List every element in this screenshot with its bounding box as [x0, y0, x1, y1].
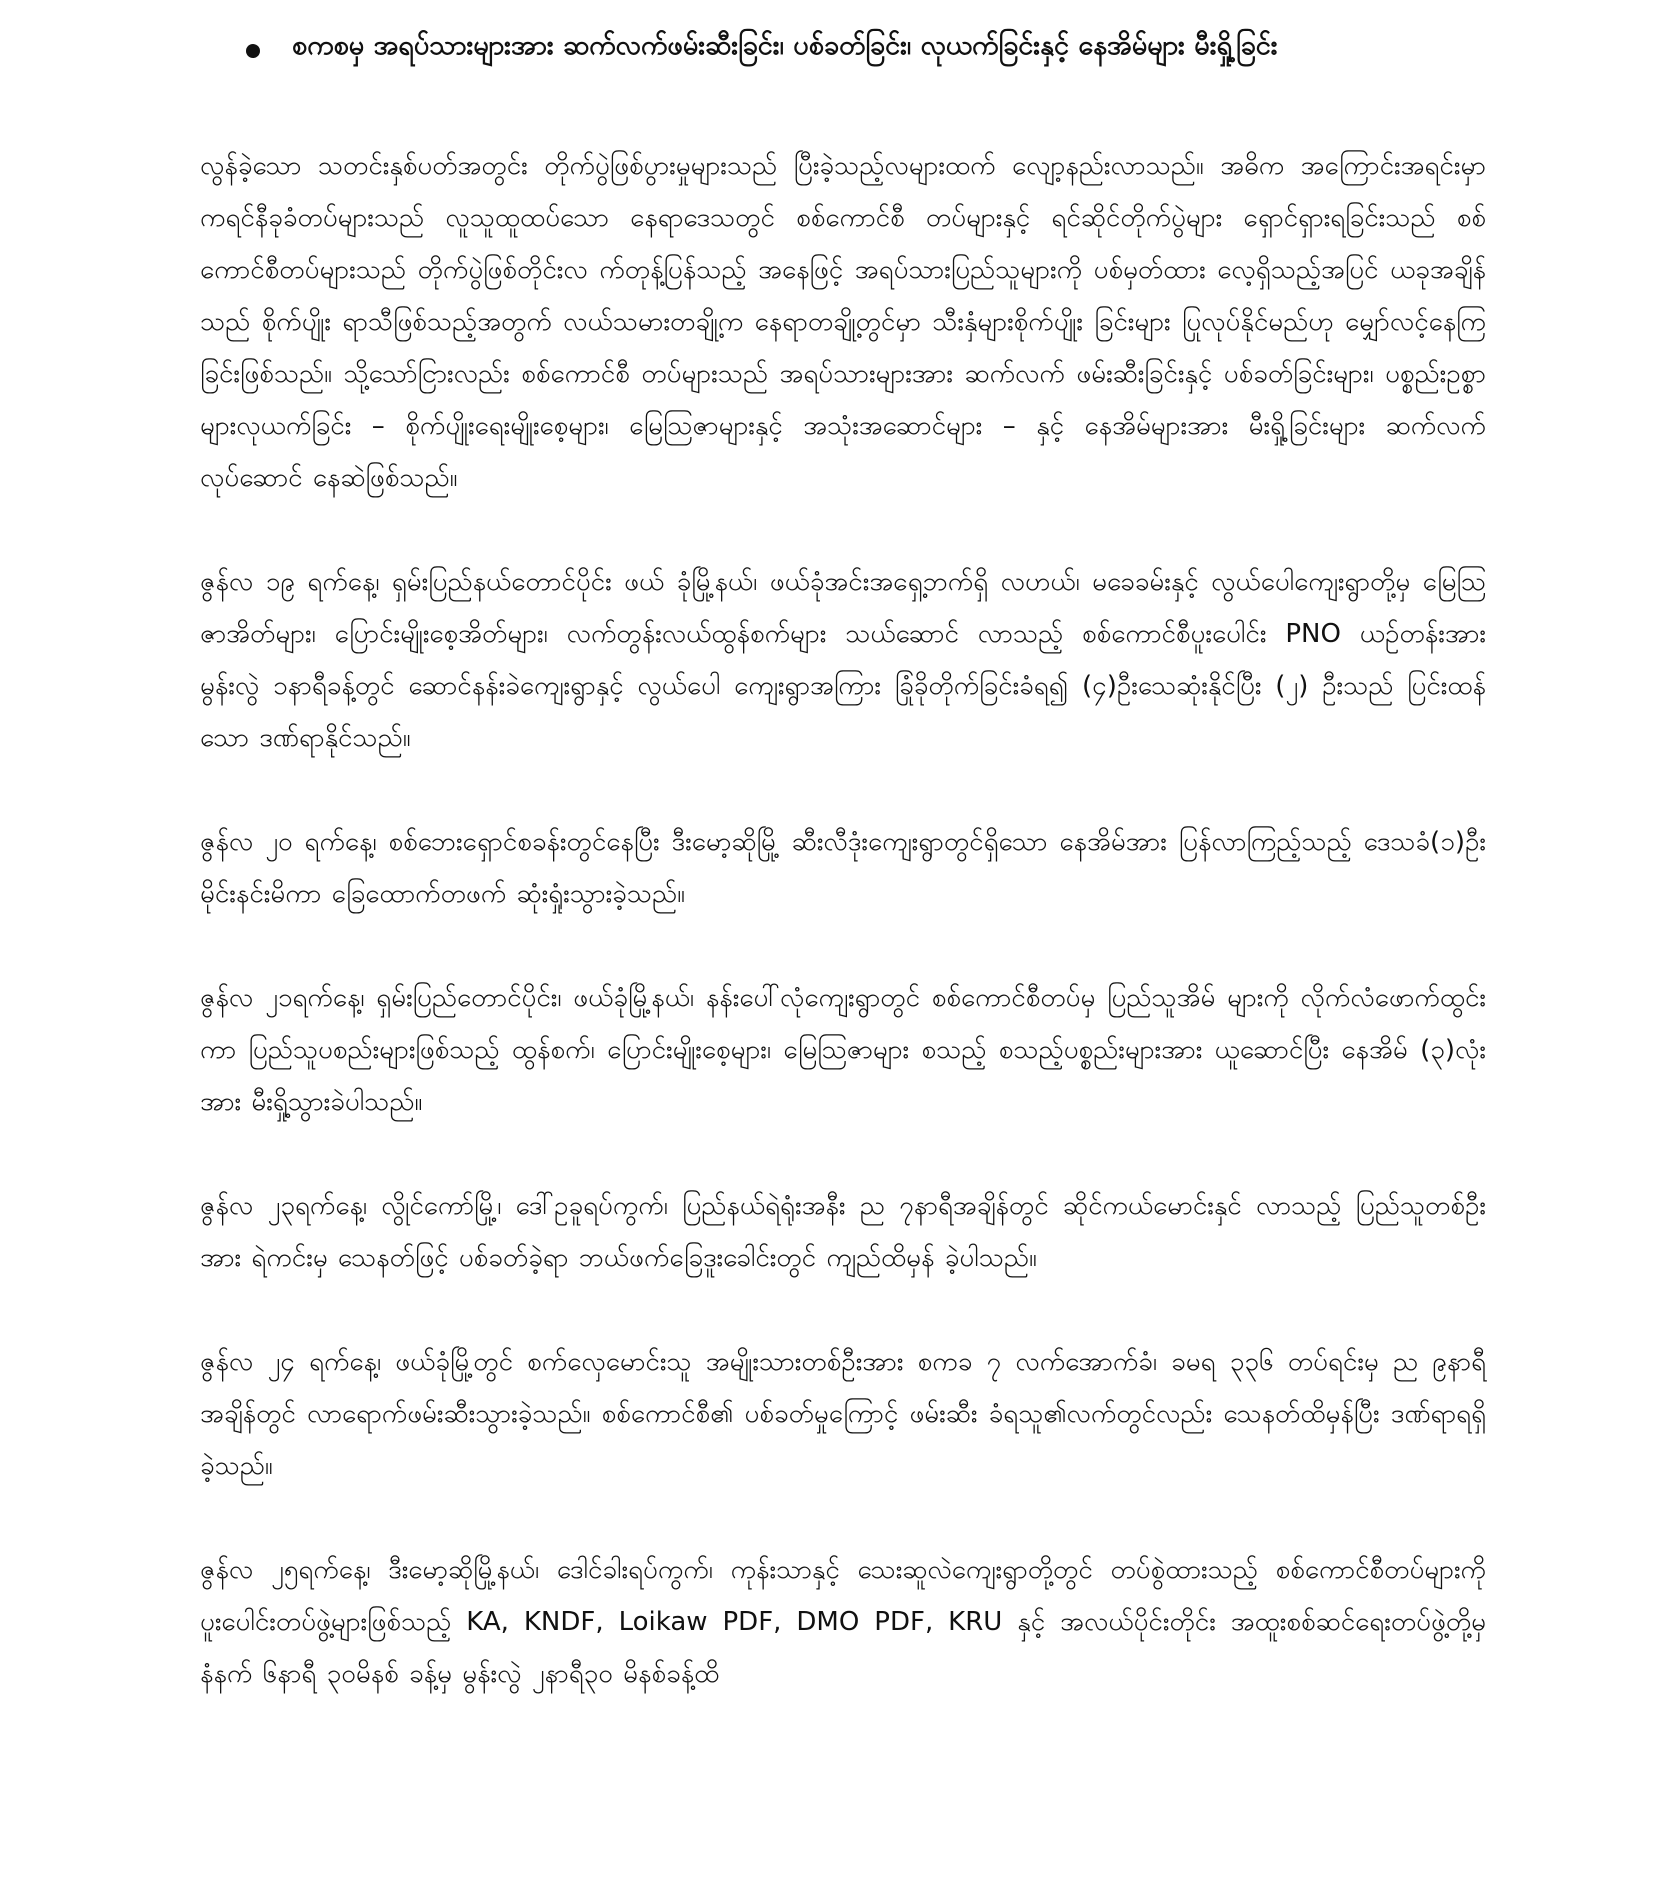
- paragraph-june-20: ဇွန်လ ၂၀ ရက်နေ့၊ စစ်ဘေးရှောင်စခန်းတွင်နေပြီး ဒီးမော့ဆိုမြို့ ဆီးလီဒုံးကျေးရွာတွင်ရှိသော နေအိမ်အား ပြန်လာကြည့်သည့် ဒေသခံ(၁)ဦး မိုင်းနင်းမိကာ ခြေထောက်တဖက် ဆုံးရှုံးသွားခဲ့သည်။: [200, 827, 1486, 909]
- bullet-dot-icon: [246, 44, 260, 58]
- section-heading-text: စကစမှ အရပ်သားများအား ဆက်လက်ဖမ်းဆီးခြင်း၊ ပစ်ခတ်ခြင်း၊ လုယက်ခြင်းနှင့် နေအိမ်များ မီးရှို့ခြင်း: [292, 30, 1278, 61]
- paragraph-june-24: ဇွန်လ ၂၄ ရက်နေ့၊ ဖယ်ခုံမြို့တွင် စက်လှေမောင်းသူ အမျိုးသားတစ်ဦးအား စကခ ၇ လက်အောက်ခံ၊ ခမရ ၃၃၆ တပ်ရင်းမှ ည ၉နာရီအချိန်တွင် လာရောက်ဖမ်းဆီးသွားခဲ့သည်။ စစ်ကောင်စီ၏ ပစ်ခတ်မှုကြောင့် ဖမ်းဆီး ခံရသူ၏လက်တွင်လည်း သေနတ်ထိမှန်ပြီး ဒဏ်ရာရရှိခဲ့သည်။: [200, 1347, 1486, 1481]
- paragraph-june-23: ဇွန်လ ၂၃ရက်နေ့၊ လွိုင်ကော်မြို့၊ ဒေါ်ဥခူရပ်ကွက်၊ ပြည်နယ်ရဲရုံးအနီး ည ၇နာရီအချိန်တွင် ဆိုင်ကယ်မောင်းနှင် လာသည့် ပြည်သူတစ်ဦးအား ရဲကင်းမှ သေနတ်ဖြင့် ပစ်ခတ်ခဲ့ရာ ဘယ်ဖက်ခြေဒူးခေါင်းတွင် ကျည်ထိမှန် ခဲ့ပါသည်။: [200, 1191, 1486, 1273]
- section-heading: [246, 22, 1486, 70]
- paragraph-june-21: ဇွန်လ ၂၁ရက်နေ့၊ ရှမ်းပြည်တောင်ပိုင်း၊ ဖယ်ခုံမြို့နယ်၊ နန်းပေါ်လုံကျေးရွာတွင် စစ်ကောင်စီတပ်မှ ပြည်သူအိမ် များကို လိုက်လံဖောက်ထွင်းကာ ပြည်သူပစည်းများဖြစ်သည့် ထွန်စက်၊ ပြောင်းမျိုးစေ့များ၊ မြေသြဇာများ စသည့် စသည့်ပစ္စည်းများအား ယူဆောင်ပြီး နေအိမ် (၃)လုံးအား မီးရှို့သွားခဲပါသည်။: [200, 983, 1486, 1117]
- paragraph-june-19: ဇွန်လ ၁၉ ရက်နေ့၊ ရှမ်းပြည်နယ်တောင်ပိုင်း ဖယ် ခုံမြို့နယ်၊ ဖယ်ခုံအင်းအရှေ့ဘက်ရှိ လဟယ်၊ မခေခမ်းနှင့် လွယ်ပေါကျေးရွာတို့မှ မြေသြဇာအိတ်များ၊ ပြောင်းမျိုးစေ့အိတ်များ၊ လက်တွန်းလယ်ထွန်စက်များ သယ်ဆောင် လာသည့် စစ်ကောင်စီပူးပေါင်း PNO ယဉ်တန်းအား မွန်းလွဲ ၁နာရီခန့်တွင် ဆောင်နန်းခဲကျေးရွာနှင့် လွယ်ပေါ ကျေးရွာအကြား ခြုံခိုတိုက်ခြင်းခံရ၍ (၄)ဦးသေဆုံးနိုင်ပြီး (၂) ဦးသည် ပြင်းထန်သော ဒဏ်ရာနိုင်သည်။: [200, 567, 1486, 753]
- paragraph-intro: လွန်ခဲ့သော သတင်းနှစ်ပတ်အတွင်း တိုက်ပွဲဖြစ်ပွားမှုများသည် ပြီးခဲ့သည့်လများထက် လျော့နည်းလာသည်။ အဓိက အကြောင်းအရင်းမှာ ကရင်နီခုခံတပ်များသည် လူသူထူထပ်သော နေရာဒေသတွင် စစ်ကောင်စီ တပ်များနှင့် ရင်ဆိုင်တိုက်ပွဲများ ရှောင်ရှားရခြင်းသည် စစ်ကောင်စီတပ်များသည် တိုက်ပွဲဖြစ်တိုင်းလ က်တုန့်ပြန်သည့် အနေဖြင့် အရပ်သားပြည်သူများကို ပစ်မှတ်ထား လေ့ရှိသည့်အပြင် ယခုအချိန်သည် စိုက်ပျိုး ရာသီဖြစ်သည့်အတွက် လယ်သမားတချို့က နေရာတချို့တွင်မှာ သီးနှံများစိုက်ပျိုး ခြင်းများ ပြုလုပ်နိုင်မည်ဟု မျှော်လင့်နေကြခြင်းဖြစ်သည်။ သို့သော်ငြားလည်း စစ်ကောင်စီ တပ်များသည် အရပ်သားများအား ဆက်လက် ဖမ်းဆီးခြင်းနှင့် ပစ်ခတ်ခြင်းများ၊ ပစ္စည်းဥစ္စာများလုယက်ခြင်း – စိုက်ပျိုးရေးမျိုးစေ့များ၊ မြေသြဇာများနှင့် အသုံးအဆောင်များ – နှင့် နေအိမ်များအား မီးရှို့ခြင်းများ ဆက်လက် လုပ်ဆောင် နေဆဲဖြစ်သည်။: [200, 151, 1486, 493]
- paragraph-june-25: ဇွန်လ ၂၅ရက်နေ့၊ ဒီးမော့ဆိုမြို့နယ်၊ ဒေါင်ခါးရပ်ကွက်၊ ကုန်းသာနှင့် သေးဆူလဲကျေးရွာတို့တွင် တပ်စွဲထားသည့် စစ်ကောင်စီတပ်များကို ပူးပေါင်းတပ်ဖွဲ့များဖြစ်သည့် KA, KNDF, Loikaw PDF, DMO PDF, KRU နှင့် အလယ်ပိုင်းတိုင်း အထူးစစ်ဆင်ရေးတပ်ဖွဲ့တို့မှ နံနက် ၆နာရီ ၃၀မိနစ် ခန့်မှ မွန်းလွဲ ၂နာရီ၃၀ မိနစ်ခန့်ထိ: [200, 1555, 1486, 1689]
